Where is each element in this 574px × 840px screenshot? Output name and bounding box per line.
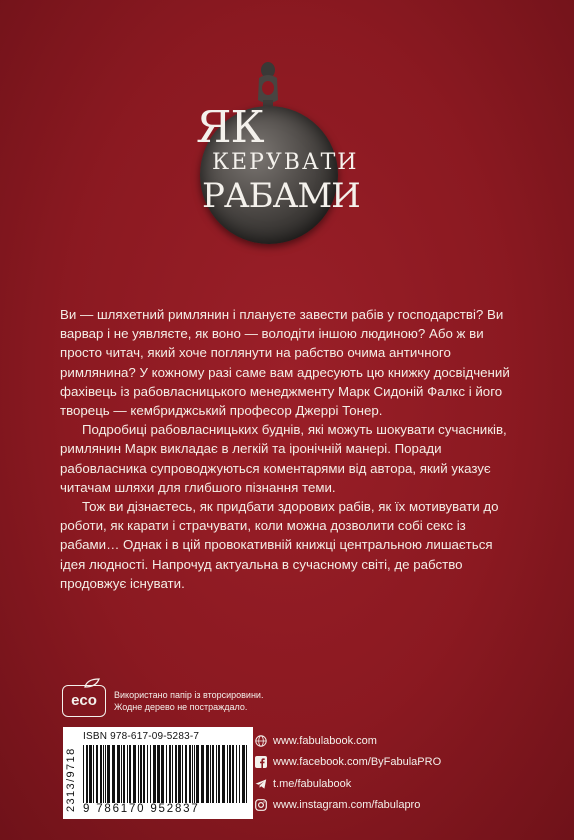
barcode-stripe xyxy=(86,745,88,803)
eco-note-line1: Використано папір із вторсировини. xyxy=(114,690,264,700)
barcode-stripe xyxy=(212,745,214,803)
barcode-stripe xyxy=(123,745,125,803)
barcode-bars xyxy=(83,745,247,803)
barcode-side-code: 2313/9718 xyxy=(65,747,77,813)
barcode-stripe xyxy=(93,745,94,803)
barcode-stripe xyxy=(246,745,247,803)
barcode-stripe xyxy=(140,745,142,803)
blurb-paragraph-1: Ви — шляхетний римлянин і плануєте завести рабів у господарстві? Ви варвар і не уявляєте, як воно — володіти іншою людиною? Або ж ви просто читач, який хоче поглянути на рабство очима античного римлянина? У кожному разі саме вам адресують цю книжку досвідчений фахівець із рабовласницького менеджменту Марк Сидоній Фалкс і його творець — кембриджський професор Джеррі Тонер. xyxy=(60,307,510,419)
barcode-stripe xyxy=(166,745,167,803)
barcode-stripe xyxy=(153,745,156,803)
barcode-stripe xyxy=(189,745,191,803)
barcode-stripe xyxy=(83,745,84,803)
blurb-text xyxy=(60,305,520,593)
barcode-stripe xyxy=(107,745,110,803)
barcode-stripe xyxy=(138,745,139,803)
barcode-stripe xyxy=(89,745,92,803)
barcode-stripe xyxy=(161,745,164,803)
contact-links xyxy=(255,730,441,816)
barcode-panel xyxy=(63,727,253,819)
blurb-paragraph-3: Тож ви дізнаєтесь, як придбати здорових рабів, як їх мотивувати до роботи, як карати і страчувати, коли можна дозволити собі секс із рабами… Однак і в цій провокативній книжці центральною лишається ідея людності. Напрочуд актуальна в сучасному світі, де рабство продовжує існувати. xyxy=(60,499,499,591)
barcode-stripe xyxy=(169,745,171,803)
instagram-icon xyxy=(255,799,267,811)
barcode-stripe xyxy=(150,745,151,803)
barcode-stripe xyxy=(96,745,98,803)
barcode-stripe xyxy=(227,745,228,803)
barcode-stripe xyxy=(218,745,220,803)
barcode-stripe xyxy=(105,745,106,803)
barcode-stripe xyxy=(127,745,128,803)
link-row-facebook[interactable] xyxy=(255,752,441,774)
eco-note-line2: Жодне дерево не постраждало. xyxy=(114,702,248,712)
link-text-facebook: www.facebook.com/ByFabulaPRO xyxy=(273,756,442,769)
barcode-stripe xyxy=(172,745,173,803)
barcode-stripe xyxy=(216,745,217,803)
barcode-stripe xyxy=(236,745,237,803)
link-text-website: www.fabulabook.com xyxy=(273,734,377,747)
cover-title-line3: РАБАМИ xyxy=(202,176,360,216)
cover-title-line2: КЕРУВАТИ xyxy=(212,150,359,175)
barcode-stripe xyxy=(121,745,122,803)
facebook-icon xyxy=(255,756,267,768)
isbn-text: ISBN 978-617-09-5283-7 xyxy=(83,731,200,742)
barcode-stripe xyxy=(178,745,181,803)
barcode-stripe xyxy=(194,745,195,803)
link-row-instagram[interactable] xyxy=(255,795,441,817)
link-row-website[interactable] xyxy=(255,730,441,752)
barcode-stripe xyxy=(222,745,225,803)
cover-title-line1: ЯК xyxy=(196,102,264,153)
barcode-stripe xyxy=(157,745,160,803)
barcode-stripe xyxy=(210,745,211,803)
link-text-instagram: www.instagram.com/fabulapro xyxy=(273,799,421,812)
blurb-paragraph-2: Подробиці рабовласницьких буднів, які можуть шокувати сучасників, римлянин Марк викладає в легкій та іронічній манері. Поради рабовласника супроводжуються коментарями від автора, який указує читачам шляхи для глибшого пізнання теми. xyxy=(60,422,507,495)
globe-icon xyxy=(255,735,267,747)
barcode-stripe xyxy=(201,745,204,803)
barcode-stripe xyxy=(133,745,136,803)
medallion-illustration xyxy=(190,44,360,244)
barcode-stripe xyxy=(103,745,104,803)
barcode-stripe xyxy=(185,745,187,803)
barcode-stripe xyxy=(100,745,102,803)
link-row-telegram[interactable] xyxy=(255,773,441,795)
barcode-stripe xyxy=(242,745,245,803)
barcode-stripe xyxy=(117,745,120,803)
barcode-stripe xyxy=(192,745,193,803)
barcode-stripe xyxy=(182,745,183,803)
telegram-icon xyxy=(255,778,267,790)
barcode-stripe xyxy=(232,745,234,803)
barcode-stripe xyxy=(196,745,199,803)
barcode-stripe xyxy=(112,745,115,803)
eco-note xyxy=(114,689,263,713)
barcode-digits: 9 786170 952837 xyxy=(83,803,200,815)
barcode-stripe xyxy=(175,745,177,803)
link-text-telegram: t.me/fabulabook xyxy=(273,777,352,790)
barcode-stripe xyxy=(143,745,145,803)
barcode-stripe xyxy=(239,745,240,803)
eco-logo: eco xyxy=(62,685,106,717)
barcode-stripe xyxy=(147,745,148,803)
barcode-stripe xyxy=(129,745,131,803)
barcode-stripe xyxy=(206,745,209,803)
barcode-stripe xyxy=(229,745,231,803)
